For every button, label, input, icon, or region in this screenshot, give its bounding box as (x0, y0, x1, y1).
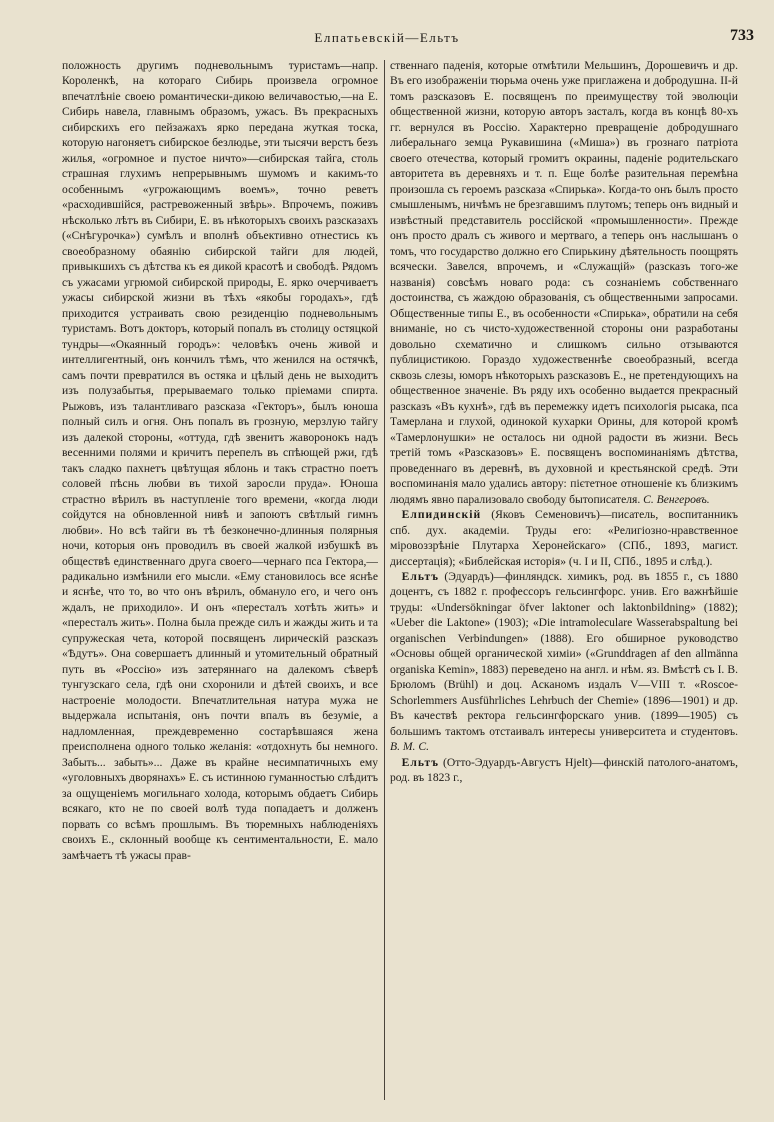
article-continuation-text: ственнаго паденія, которые отмѣтили Мельшинъ, Дорошевичъ и др. Въ его изображеніи тюрьма очень уже приглажена и добродушна. II-й томъ разсказовъ Е. посвященъ по преимуществу той эволюціи общественной жизни, которую авторъ засталъ, когда въ концѣ 80-хъ гг. вернулся въ Россію. Характерно превращеніе добродушнаго либеральнаго земца Рукавишина («Миша») въ грознаго патріота своего отечества, который громитъ окраины, паденіе родительскаго авторитета въ деревняхъ и т. п. Еще болѣе разительная перемѣна произошла съ героемъ разсказа «Спирька». Когда-то онъ былъ просто смышленымъ, ничѣмъ не брезгавшимъ плутомъ; теперь онъ видный и извѣстный представитель россійской «промышленности». Прежде онъ просто дралъ съ живого и мертваго, а теперь онъ наслышанъ о томъ, что государство должно его Спирькину дѣятельность поощрять всячески. Завелся, впрочемъ, и «Служащій» (разсказъ того-же названія) совсѣмъ новаго рода: съ сознаніемъ собственнаго достоинства, съ жаждою образованія, съ общественными запросами. Общественные типы Е., въ особенности «Спирька», обратили на себя вниманіе, но съ чисто-художественной стороны они разработаны довольно схематично и слишкомъ сильно отзываются публицистикою. Гораздо художественнѣе своеобразный, всегда сквозь слезы, юморъ нѣкоторыхъ разсказовъ Е., не претендующихъ на общественное значеніе. Въ ряду ихъ особенно выдается прекрасный разсказъ «Въ кухнѣ», гдѣ въ перемежку идетъ психологія рысака, пса Тамерлана и глухой, одинокой кухарки Орины, для которой кромѣ «Тамерлонушки» не осталось ни одной радости въ жизни. Весь третій томъ «Разсказовъ» Е. посвященъ воспоминаніямъ дѣтства, проведеннаго въ деревнѣ, въ духовной и крестьянской средѣ. Эти воспоминанія мало удались автору: пієтетное отношеніе къ близкимъ людямъ явно парализовало свободу бытописателя. (390, 59, 738, 506)
entry-headword: Ельтъ (401, 569, 439, 583)
column-divider (384, 60, 385, 1100)
entry-elt-eduard (390, 569, 738, 755)
left-column (62, 58, 378, 1108)
entry-body: (Яковъ Семеновичъ)—писатель, воспитанникъ спб. дух. академіи. Труды его: «Религіозно-нравственное міровоззрѣніе Плутарха Херонейскаго» (СПб., 1893, магист. диссертація); «Библейская исторія» (ч. I и II, СПб., 1895 и слѣд.). (390, 508, 738, 568)
entry-headword: Елпидинскій (401, 508, 482, 522)
page-number: 733 (730, 27, 754, 44)
entry-body: (Эдуардъ)—финляндск. химикъ, род. въ 1855 г., съ 1880 доцентъ, съ 1882 г. профессоръ гельсингфорс. унив. Его важнѣйшіе труды: «Undersökningar öfver laktoner och laktonbildning» (1882); «Ueber die Laktone» (1903); «Die intramoleculare Wasserabspaltung bei organischen Verbindungen» (1888). Его обширное руководство «Основы общей органической химіи» («Grunddragen af den allmänna organiska Kemin», 1883) переведено на англ. и нѣм. яз. Вмѣстѣ съ I. В. Брюломъ (Brühl) и доц. Асканомъ издалъ V—VIII т. «Roscoe-Schorlemmers Ausführliches Lehrbuch der Chemie» (1896—1901) и др. Въ качествѣ ректора гельсингфорскаго унив. (1899—1905) съ большимъ тактомъ отстаивалъ интересы университета и студентовъ. (390, 569, 738, 738)
entry-headword: Ельтъ (401, 755, 439, 769)
author-signature: В. М. С. (390, 740, 429, 754)
author-signature: С. Венгеровъ. (643, 492, 710, 506)
left-column-text: положность другимъ подневольнымъ туристамъ—напр. Короленкѣ, на котораго Сибирь произвела огромное впечатлѣніе своею романтически-дикою величавостью,—на Е. Сибирь навела, главнымъ образомъ, ужасъ. Въ прекрасныхъ сибирскихъ его пейзажахъ ярко передана жуткая тоска, которую нагоняетъ сибирское безлюдье, эти тысячи верстъ безъ жилья, «огромное и пустое ничто»—сибирская тайга, столь страшная глухимъ непрерывнымъ шумомъ и какимъ-то особеннымъ «угрожающимъ воемъ», точно реветъ «расходившійся, растревоженный звѣрь». Впрочемъ, поживъ нѣсколько лѣтъ въ Сибири, Е. въ нѣкоторыхъ своихъ разсказахъ («Снѣгурочка») сумѣлъ и вполнѣ объективно отнестись къ своеобразному обаянію сибирской тайги для людей, привыкшихъ съ дѣтства къ ея дикой красотѣ и свободѣ. Рядомъ съ ужасами угрюмой сибирской природы, Е. ярко очерчиваетъ ужасы сибирской жизни въ тѣхъ «якобы городахъ», гдѣ приходится устраивать свою резиденцію подневольнымъ туристамъ. Вотъ докторъ, который попалъ въ столицу остяцкой тундры—«Окаянный городъ»: человѣкъ очень живой и интеллигентный, онъ кончилъ тѣмъ, что женился на остячкѣ, самъ почти превратился въ остяка и цѣлый день не выходитъ изъ полузабытья, прерываемаго только пріемами спирта. Рыжовъ, изъ талантливаго разсказа «Гекторъ», былъ юноша полный силъ и огня. Онъ попалъ въ грозную, мерзлую тайгу изъ далекой стороны, «оттуда, гдѣ звенитъ жаворонокъ надъ весенними полями и кричитъ перепелъ въ спѣющей ржи, гдѣ такъ сладко пахнетъ цвѣтущая яблонь и такъ страстно поетъ соловей пѣснь любви въ тихой заросли пруда». Юноша страстно вѣрилъ въ наступленіе того времени, «когда люди сойдутся на обновленной нивѣ и запоютъ свѣтлый гимнъ любви». Но всѣ тайги въ тѣ безконечно-длинныя полярныя ночи, которыя онъ проводилъ въ своей жалкой избушкѣ въ обществѣ единственнаго друга своего—чернаго пса Гектора,—радикально измѣнили его мысли. «Ему становилось все яснѣе и яснѣе, что то, во что онъ вѣрилъ, обмануло его, и чего онъ ждалъ, не приходило». И онъ «пересталъ хотѣть жить» и «пересталъ жить». Полна была прежде силъ и жажды жить и та супружеская чета, которой посвященъ лирическій разсказъ «Ѣдутъ». Она совершаетъ длинный и утомительный обратный путь въ «Россію» изъ затеряннаго на далекомъ сѣверѣ тунгузскаго села, гдѣ они схоронили и дѣтей своихъ, и все настроеніе молодости. Впечатлительная натура мужа не выдержала испытанія, онъ почти впалъ въ безуміе, а надломленная, преждевременно состарѣвшаяся жена преисполнена одного только желанія: «отдохнуть бы немного. Забыть... забыть»... Даже въ крайне несимпатичныхъ ему «уголовныхъ дворянахъ» Е. съ истинною гуманностью слѣдитъ за ощущеніемъ могильнаго холода, которымъ обдаетъ Сибирь всякаго, кто не по своей волѣ туда попадаетъ и долженъ порвать со всѣмъ прошлымъ. Въ тюремныхъ наблюденіяхъ своихъ Е., склонный вообще къ сентиментальности, Е. мало замѣчаетъ тѣ ужасы прав- (62, 59, 378, 862)
article-continuation (390, 58, 738, 507)
right-column (390, 58, 738, 1108)
entry-elpidinsky (390, 507, 738, 569)
running-head: Елпатьевскій—Ельтъ (314, 30, 460, 45)
entry-elt-otto (390, 755, 738, 786)
entry-body: (Отто-Эдуардъ-Августъ Hjelt)—финскій патолого-анатомъ, род. въ 1823 г., (390, 755, 738, 785)
